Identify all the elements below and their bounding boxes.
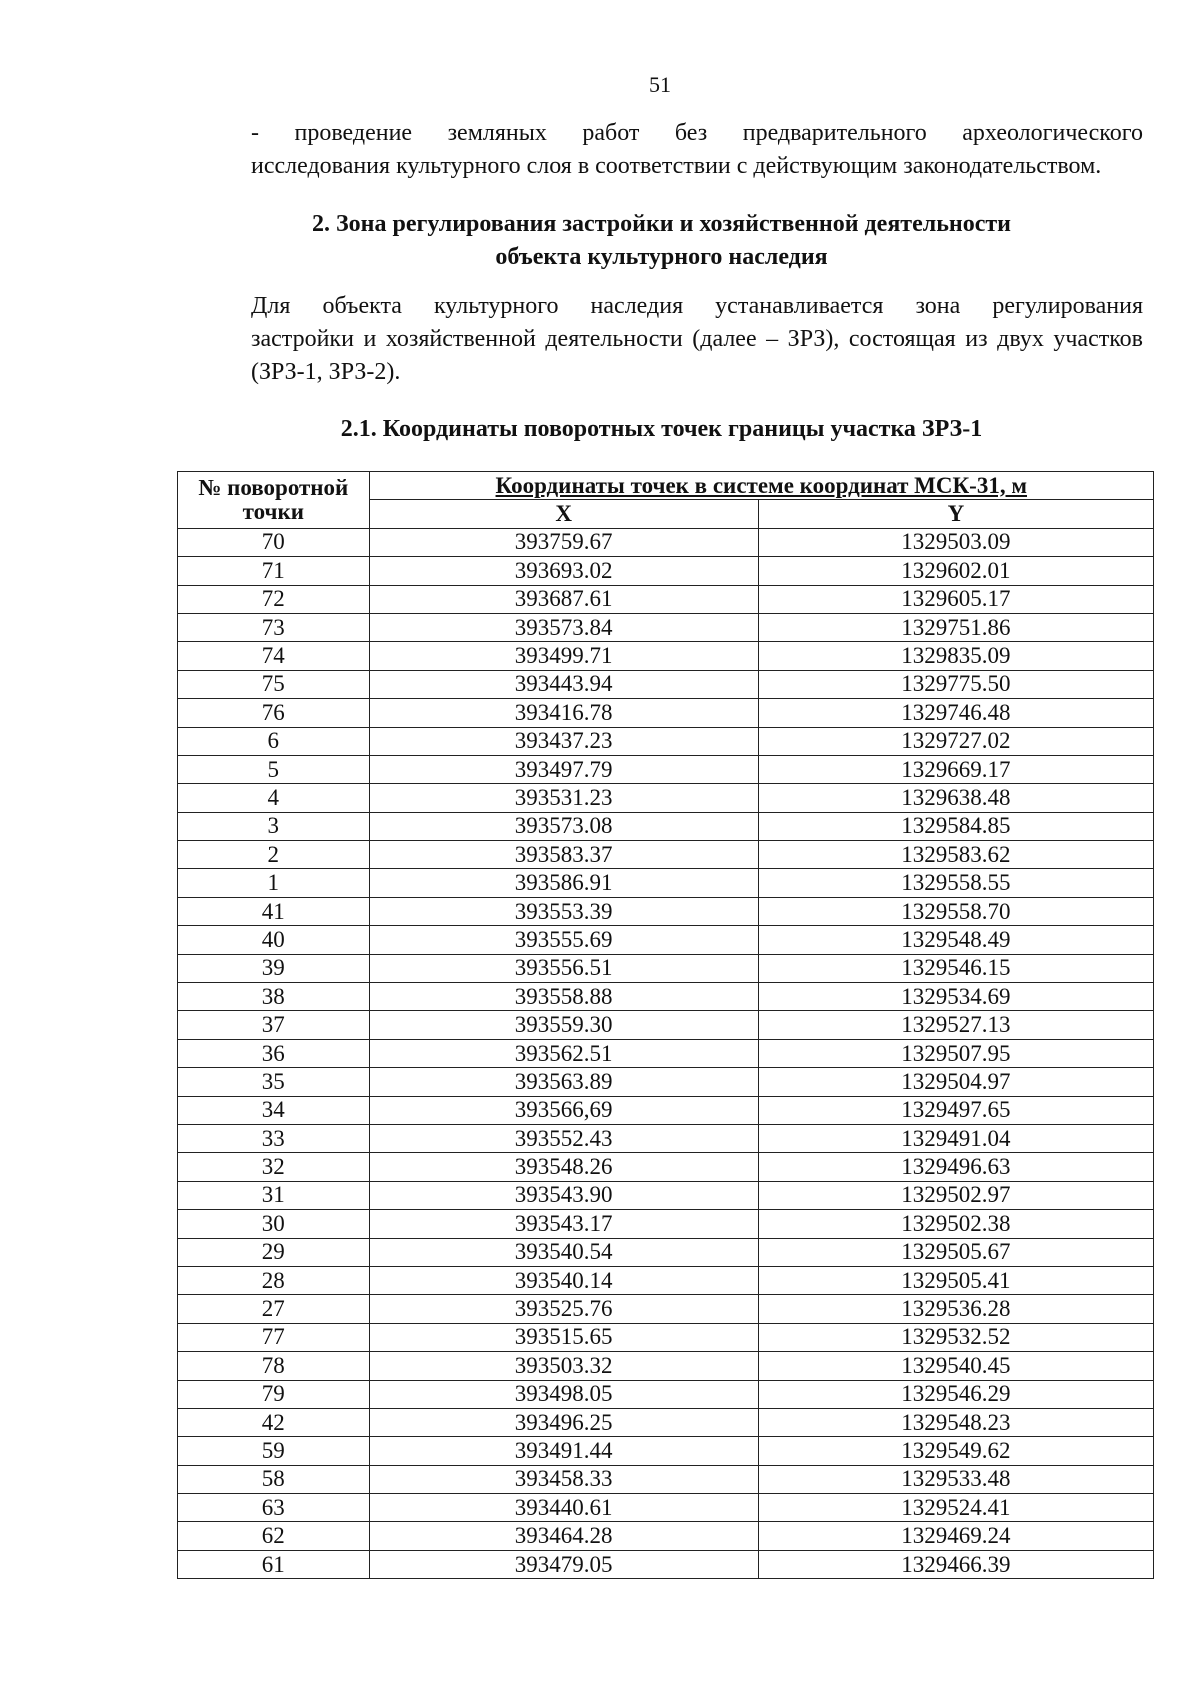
cell-x: 393479.05 (369, 1550, 758, 1578)
cell-point-number: 28 (178, 1266, 370, 1294)
cell-point-number: 70 (178, 528, 370, 556)
table-row (178, 755, 1154, 783)
cell-point-number: 74 (178, 642, 370, 670)
cell-point-number: 72 (178, 585, 370, 613)
cell-x: 393548.26 (369, 1153, 758, 1181)
cell-point-number: 5 (178, 755, 370, 783)
cell-y: 1329727.02 (758, 727, 1153, 755)
cell-point-number: 73 (178, 613, 370, 641)
cell-y: 1329548.49 (758, 926, 1153, 954)
cell-x: 393540.54 (369, 1238, 758, 1266)
table-row (178, 954, 1154, 982)
table-row (178, 1323, 1154, 1351)
cell-x: 393437.23 (369, 727, 758, 755)
table-row (178, 1124, 1154, 1152)
cell-y: 1329746.48 (758, 699, 1153, 727)
cell-x: 393499.71 (369, 642, 758, 670)
table-row (178, 1522, 1154, 1550)
intro-paragraph (180, 117, 1143, 183)
cell-x: 393525.76 (369, 1295, 758, 1323)
cell-y: 1329505.67 (758, 1238, 1153, 1266)
cell-x: 393558.88 (369, 983, 758, 1011)
cell-y: 1329503.09 (758, 528, 1153, 556)
cell-y: 1329491.04 (758, 1124, 1153, 1152)
cell-x: 393573.08 (369, 812, 758, 840)
section-2-paragraph-line-2: застройки и хозяйственной деятельности (далее – ЗРЗ), состоящая из двух участков (251, 326, 1143, 352)
cell-x: 393531.23 (369, 784, 758, 812)
cell-y: 1329602.01 (758, 557, 1153, 585)
cell-x: 393515.65 (369, 1323, 758, 1351)
cell-y: 1329540.45 (758, 1352, 1153, 1380)
table-row (178, 727, 1154, 755)
table-row (178, 812, 1154, 840)
cell-y: 1329751.86 (758, 613, 1153, 641)
cell-x: 393573.84 (369, 613, 758, 641)
cell-point-number: 76 (178, 699, 370, 727)
section-2-paragraph-line-3: (ЗРЗ-1, ЗРЗ-2). (251, 359, 401, 385)
cell-x: 393559.30 (369, 1011, 758, 1039)
cell-point-number: 1 (178, 869, 370, 897)
cell-y: 1329638.48 (758, 784, 1153, 812)
cell-x: 393553.39 (369, 897, 758, 925)
header-x: X (369, 500, 758, 528)
cell-point-number: 59 (178, 1437, 370, 1465)
table-row (178, 699, 1154, 727)
cell-point-number: 37 (178, 1011, 370, 1039)
cell-x: 393497.79 (369, 755, 758, 783)
cell-point-number: 41 (178, 897, 370, 925)
cell-point-number: 3 (178, 812, 370, 840)
table-row (178, 897, 1154, 925)
table-row (178, 528, 1154, 556)
table-row (178, 1437, 1154, 1465)
cell-y: 1329669.17 (758, 755, 1153, 783)
table-row (178, 869, 1154, 897)
cell-y: 1329505.41 (758, 1266, 1153, 1294)
cell-point-number: 42 (178, 1408, 370, 1436)
header-coordinates-text: Координаты точек в системе координат МСК-31, м (495, 472, 1028, 498)
table-row (178, 1096, 1154, 1124)
cell-point-number: 61 (178, 1550, 370, 1578)
cell-y: 1329527.13 (758, 1011, 1153, 1039)
table-row (178, 1238, 1154, 1266)
cell-point-number: 39 (178, 954, 370, 982)
cell-point-number: 78 (178, 1352, 370, 1380)
table-row (178, 585, 1154, 613)
cell-x: 393563.89 (369, 1068, 758, 1096)
table-row (178, 1465, 1154, 1493)
cell-point-number: 77 (178, 1323, 370, 1351)
cell-point-number: 62 (178, 1522, 370, 1550)
cell-x: 393552.43 (369, 1124, 758, 1152)
table-row (178, 1011, 1154, 1039)
cell-x: 393440.61 (369, 1494, 758, 1522)
cell-x: 393543.17 (369, 1210, 758, 1238)
cell-point-number: 2 (178, 841, 370, 869)
intro-paragraph-line-2: исследования культурного слоя в соответствии с действующим законодательством. (251, 153, 1102, 179)
cell-y: 1329775.50 (758, 670, 1153, 698)
cell-x: 393543.90 (369, 1181, 758, 1209)
table-row (178, 983, 1154, 1011)
section-2-paragraph (180, 290, 1143, 389)
table-row (178, 1068, 1154, 1096)
cell-y: 1329548.23 (758, 1408, 1153, 1436)
cell-x: 393464.28 (369, 1522, 758, 1550)
cell-x: 393491.44 (369, 1437, 758, 1465)
cell-point-number: 4 (178, 784, 370, 812)
section-2-heading-line-2: объекта культурного наследия (495, 244, 828, 270)
coordinates-table-body (178, 528, 1154, 1578)
cell-x: 393498.05 (369, 1380, 758, 1408)
cell-x: 393458.33 (369, 1465, 758, 1493)
cell-y: 1329546.15 (758, 954, 1153, 982)
table-row (178, 1408, 1154, 1436)
section-2-paragraph-line-1: Для объекта культурного наследия устанавливается зона регулирования (251, 293, 1143, 319)
table-row (178, 557, 1154, 585)
cell-point-number: 36 (178, 1039, 370, 1067)
table-row (178, 1210, 1154, 1238)
cell-point-number: 75 (178, 670, 370, 698)
section-2-1-heading: 2.1. Координаты поворотных точек границы участка ЗРЗ-1 (340, 416, 983, 442)
table-row (178, 613, 1154, 641)
cell-point-number: 33 (178, 1124, 370, 1152)
cell-y: 1329536.28 (758, 1295, 1153, 1323)
table-row (178, 1550, 1154, 1578)
cell-point-number: 34 (178, 1096, 370, 1124)
table-row (178, 642, 1154, 670)
cell-point-number: 35 (178, 1068, 370, 1096)
table-row (178, 670, 1154, 698)
cell-point-number: 31 (178, 1181, 370, 1209)
cell-y: 1329533.48 (758, 1465, 1153, 1493)
cell-point-number: 30 (178, 1210, 370, 1238)
cell-y: 1329546.29 (758, 1380, 1153, 1408)
cell-y: 1329583.62 (758, 841, 1153, 869)
header-row-1 (178, 472, 1154, 500)
header-point-number: № поворотной точки (178, 472, 370, 529)
table-row (178, 784, 1154, 812)
cell-y: 1329507.95 (758, 1039, 1153, 1067)
cell-x: 393496.25 (369, 1408, 758, 1436)
intro-paragraph-line-1: - проведение земляных работ без предварительного археологического (251, 120, 1143, 146)
table-row (178, 1380, 1154, 1408)
cell-x: 393693.02 (369, 557, 758, 585)
cell-x: 393443.94 (369, 670, 758, 698)
cell-y: 1329534.69 (758, 983, 1153, 1011)
cell-y: 1329584.85 (758, 812, 1153, 840)
table-row (178, 1153, 1154, 1181)
cell-y: 1329496.63 (758, 1153, 1153, 1181)
cell-point-number: 79 (178, 1380, 370, 1408)
cell-x: 393566,69 (369, 1096, 758, 1124)
section-2-heading (180, 208, 1143, 274)
cell-x: 393586.91 (369, 869, 758, 897)
header-coordinates (369, 472, 1153, 500)
cell-y: 1329532.52 (758, 1323, 1153, 1351)
cell-y: 1329524.41 (758, 1494, 1153, 1522)
cell-y: 1329835.09 (758, 642, 1153, 670)
table-row (178, 1266, 1154, 1294)
cell-point-number: 38 (178, 983, 370, 1011)
cell-point-number: 63 (178, 1494, 370, 1522)
cell-point-number: 27 (178, 1295, 370, 1323)
cell-x: 393555.69 (369, 926, 758, 954)
table-row (178, 1494, 1154, 1522)
cell-y: 1329497.65 (758, 1096, 1153, 1124)
cell-y: 1329549.62 (758, 1437, 1153, 1465)
cell-x: 393416.78 (369, 699, 758, 727)
page-number: 51 (649, 72, 671, 97)
cell-y: 1329504.97 (758, 1068, 1153, 1096)
cell-x: 393503.32 (369, 1352, 758, 1380)
cell-point-number: 40 (178, 926, 370, 954)
cell-x: 393759.67 (369, 528, 758, 556)
cell-x: 393556.51 (369, 954, 758, 982)
cell-point-number: 58 (178, 1465, 370, 1493)
cell-x: 393687.61 (369, 585, 758, 613)
cell-x: 393583.37 (369, 841, 758, 869)
cell-y: 1329605.17 (758, 585, 1153, 613)
cell-y: 1329466.39 (758, 1550, 1153, 1578)
cell-x: 393540.14 (369, 1266, 758, 1294)
table-row (178, 1039, 1154, 1067)
table-row (178, 926, 1154, 954)
coordinates-table (177, 471, 1154, 1579)
cell-y: 1329558.55 (758, 869, 1153, 897)
cell-x: 393562.51 (369, 1039, 758, 1067)
cell-point-number: 32 (178, 1153, 370, 1181)
cell-point-number: 6 (178, 727, 370, 755)
table-row (178, 1295, 1154, 1323)
cell-y: 1329502.38 (758, 1210, 1153, 1238)
table-row (178, 841, 1154, 869)
cell-y: 1329469.24 (758, 1522, 1153, 1550)
cell-y: 1329502.97 (758, 1181, 1153, 1209)
section-2-heading-line-1: 2. Зона регулирования застройки и хозяйственной деятельности (311, 211, 1012, 237)
table-row (178, 1181, 1154, 1209)
cell-point-number: 29 (178, 1238, 370, 1266)
coordinates-table-header (178, 472, 1154, 529)
cell-point-number: 71 (178, 557, 370, 585)
header-y: Y (758, 500, 1153, 528)
cell-y: 1329558.70 (758, 897, 1153, 925)
table-row (178, 1352, 1154, 1380)
